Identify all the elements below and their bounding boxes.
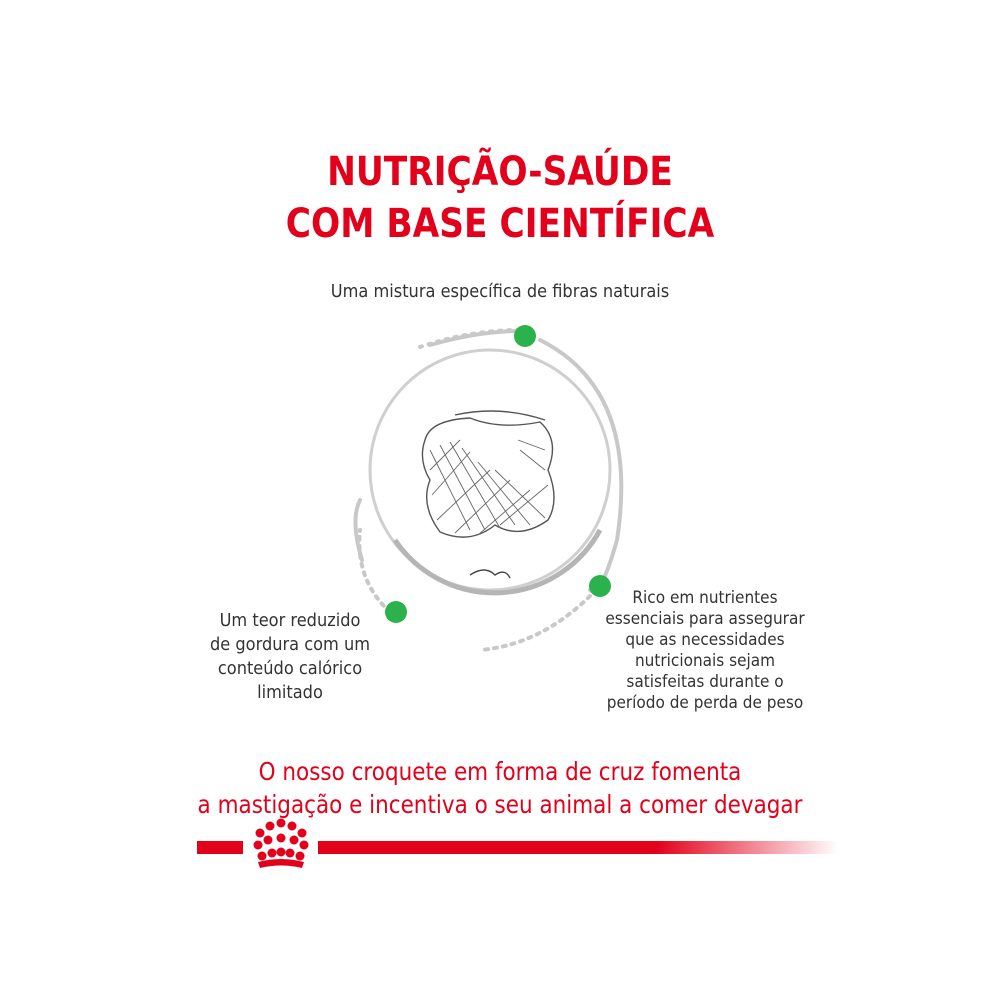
benefit-right-line: que as necessidades	[625, 630, 785, 650]
brand-bar-right	[318, 841, 838, 854]
headline-line-2: COM BASE CIENTÍFICA	[285, 201, 715, 247]
headline-line-1: NUTRIÇÃO-SAÚDE	[327, 149, 673, 195]
benefit-right-line: período de perda de peso	[606, 693, 804, 713]
benefit-left-line: de gordura com um	[209, 634, 371, 655]
benefit-left-line: Um teor reduzido	[219, 610, 361, 631]
tagline-line-2: a mastigação e incentiva o seu animal a comer devagar	[197, 790, 803, 819]
tagline-line-1: O nosso croquete em forma de cruz fomenta	[258, 757, 742, 786]
benefit-right-line: nutricionais sejam	[634, 651, 776, 671]
benefit-right-line: essenciais para assegurar	[605, 609, 805, 629]
benefit-right-line: Rico em nutrientes	[632, 588, 778, 608]
benefit-right-line: satisfeitas durante o	[626, 672, 784, 692]
benefit-top-label: Uma mistura específica de fibras naturais	[330, 281, 670, 302]
benefit-left-line: limitado	[257, 682, 323, 703]
benefit-left-line: conteúdo calórico	[217, 658, 363, 679]
